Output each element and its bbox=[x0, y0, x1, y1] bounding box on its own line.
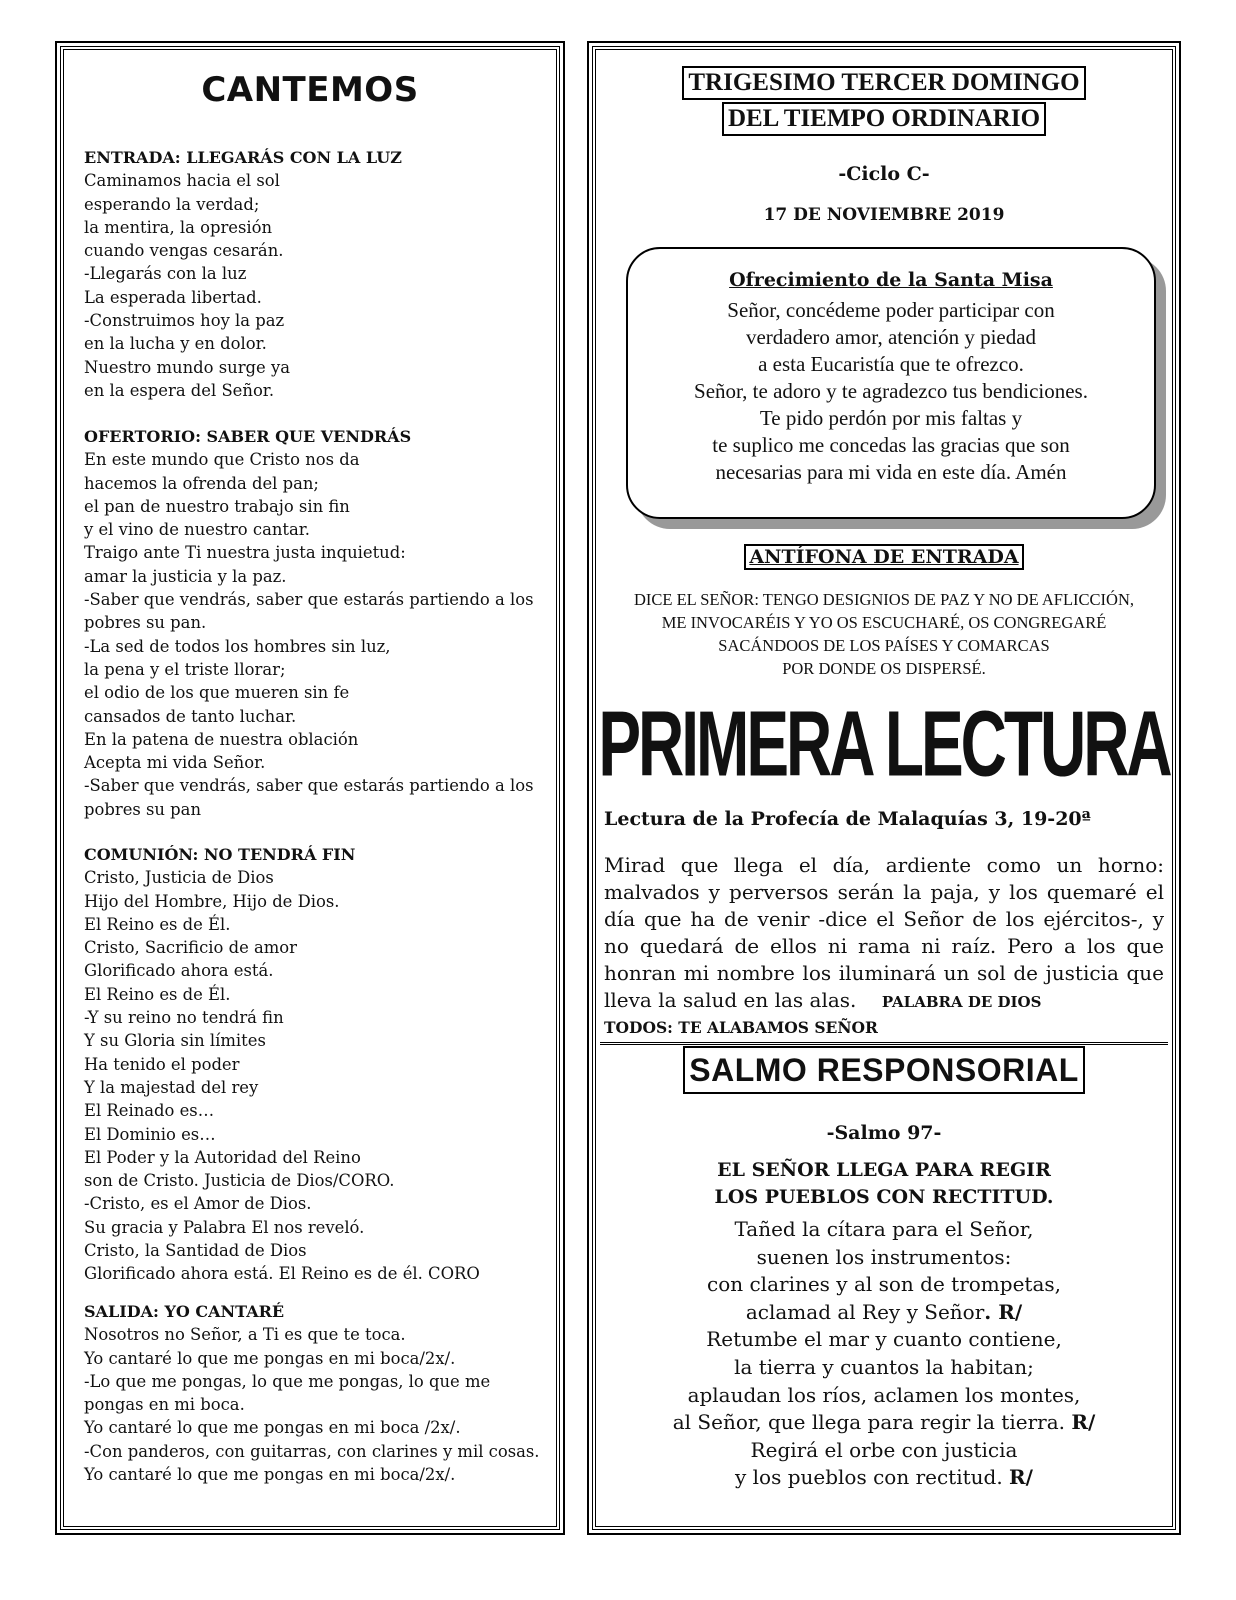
lectura-title: Lectura de la Profecía de Malaquías 3, 19-20ª bbox=[604, 808, 1091, 830]
salmo-verse bbox=[596, 1326, 1172, 1354]
song-heading: COMUNIÓN: NO TENDRÁ FIN bbox=[84, 845, 356, 864]
salmo-verse bbox=[596, 1382, 1172, 1410]
song-line: El Reino es de Él. bbox=[84, 914, 231, 934]
song-line: Yo cantaré lo que me pongas en mi boca/2x/. bbox=[84, 1465, 456, 1485]
salmo-verse-response-mark: . R/ bbox=[984, 1299, 1023, 1324]
salmo-verse bbox=[596, 1244, 1172, 1272]
song-comunion bbox=[84, 843, 542, 1286]
date-label: 17 DE NOVIEMBRE 2019 bbox=[763, 205, 1005, 225]
song-line: Yo cantaré lo que me pongas en mi boca/2x/. bbox=[84, 1348, 456, 1368]
salmo-verse bbox=[596, 1271, 1172, 1299]
song-line: en la espera del Señor. bbox=[84, 380, 275, 400]
salmo-number: -Salmo 97- bbox=[826, 1122, 942, 1144]
cantemos-panel bbox=[60, 46, 560, 1530]
song-line: -Construimos hoy la paz bbox=[84, 311, 285, 331]
salmo-verse bbox=[596, 1437, 1172, 1465]
song-line: cansados de tanto luchar. bbox=[84, 706, 297, 726]
song-line: y el vino de nuestro cantar. bbox=[84, 520, 310, 540]
primera-lectura-banner: PRIMERA LECTURA bbox=[598, 691, 1170, 796]
song-line: Ha tenido el poder bbox=[84, 1054, 240, 1074]
song-line: -Saber que vendrás, saber que estarás partiendo a los bbox=[84, 776, 534, 796]
song-line: cuando vengas cesarán. bbox=[84, 241, 284, 261]
salmo-verse-response-mark: R/ bbox=[1009, 1465, 1033, 1490]
song-line: Glorificado ahora está. bbox=[84, 961, 274, 981]
song-entrada bbox=[84, 146, 542, 402]
salmo-verse-text: y los pueblos con rectitud. bbox=[735, 1465, 1010, 1490]
song-lines bbox=[84, 866, 542, 1285]
offer-line: a esta Eucaristía que te ofrezco. bbox=[758, 352, 1024, 376]
antifona-text bbox=[596, 588, 1172, 680]
salmo-response bbox=[596, 1157, 1172, 1211]
salmo-verse-text: aclamad al Rey y Señor bbox=[745, 1299, 985, 1324]
cantemos-title: CANTEMOS bbox=[201, 70, 419, 110]
salmo-verse bbox=[596, 1354, 1172, 1382]
salmo-verse-text: al Señor, que llega para regir la tierra. bbox=[672, 1410, 1072, 1435]
salmo-verse bbox=[596, 1216, 1172, 1244]
sunday-title-line1-wrap bbox=[596, 66, 1172, 100]
song-line: El Reino es de Él. bbox=[84, 984, 231, 1004]
song-line: Y la majestad del rey bbox=[84, 1077, 259, 1097]
divider bbox=[600, 1042, 1168, 1045]
song-lines bbox=[84, 448, 542, 821]
song-heading: OFERTORIO: SABER QUE VENDRÁS bbox=[84, 427, 412, 446]
song-line: el odio de los que mueren sin fe bbox=[84, 683, 350, 703]
song-line: Yo cantaré lo que me pongas en mi boca /2x/. bbox=[84, 1418, 461, 1438]
song-line: el pan de nuestro trabajo sin fin bbox=[84, 496, 350, 516]
offer-line: Señor, concédeme poder participar con bbox=[727, 298, 1055, 322]
antifona-line: DICE EL SEÑOR: TENGO DESIGNIOS DE PAZ Y NO DE AFLICCIÓN, bbox=[633, 590, 1135, 609]
song-heading: SALIDA: YO CANTARÉ bbox=[84, 1302, 285, 1321]
salmo-verse-text: con clarines y al son de trompetas, bbox=[707, 1272, 1061, 1297]
sunday-title-line2: DEL TIEMPO ORDINARIO bbox=[722, 102, 1046, 136]
salmo-verse-response-mark: R/ bbox=[1071, 1410, 1096, 1435]
offer-line: verdadero amor, atención y piedad bbox=[745, 325, 1037, 349]
song-ofertorio bbox=[84, 425, 542, 821]
antifona-title-wrap bbox=[596, 546, 1172, 568]
song-line: esperando la verdad; bbox=[84, 194, 260, 214]
antifona-line: SACÁNDOOS DE LOS PAÍSES Y COMARCAS bbox=[718, 636, 1050, 655]
salmo-banner-wrap bbox=[596, 1046, 1172, 1094]
ofrecimiento-lines bbox=[628, 297, 1154, 486]
song-line: pongas en mi boca. bbox=[84, 1395, 245, 1415]
salmo-verse-text: Retumbe el mar y cuanto contiene, bbox=[706, 1327, 1062, 1352]
liturgy-panel bbox=[592, 46, 1176, 1530]
song-line: la mentira, la opresión bbox=[84, 217, 273, 237]
song-line: hacemos la ofrenda del pan; bbox=[84, 473, 319, 493]
song-line: Glorificado ahora está. El Reino es de él. CORO bbox=[84, 1264, 480, 1284]
ciclo-label: -Ciclo C- bbox=[838, 163, 930, 185]
song-line: Nosotros no Señor, a Ti es que te toca. bbox=[84, 1325, 406, 1345]
song-line: -Llegarás con la luz bbox=[84, 264, 247, 284]
offer-line: te suplico me concedas las gracias que son bbox=[712, 433, 1070, 457]
song-line: Caminamos hacia el sol bbox=[84, 171, 280, 191]
song-heading: ENTRADA: LLEGARÁS CON LA LUZ bbox=[84, 148, 402, 167]
song-line: Hijo del Hombre, Hijo de Dios. bbox=[84, 891, 340, 911]
song-lines bbox=[84, 1323, 542, 1486]
salmo-verse-text: Regirá el orbe con justicia bbox=[750, 1437, 1018, 1462]
song-line: en la lucha y en dolor. bbox=[84, 334, 267, 354]
song-line: -Cristo, es el Amor de Dios. bbox=[84, 1194, 312, 1214]
salmo-verse-text: suenen los instrumentos: bbox=[756, 1244, 1012, 1269]
salmo-verse bbox=[596, 1299, 1172, 1327]
salmo-verse-text: la tierra y cuantos la habitan; bbox=[734, 1354, 1034, 1379]
song-line: El Reinado es… bbox=[84, 1101, 215, 1121]
song-line: Acepta mi vida Señor. bbox=[84, 753, 266, 773]
song-line: En la patena de nuestra oblación bbox=[84, 729, 359, 749]
ofrecimiento-title: Ofrecimiento de la Santa Misa bbox=[729, 269, 1053, 291]
lectura-body bbox=[604, 852, 1164, 1016]
song-line: Cristo, Justicia de Dios bbox=[84, 868, 274, 888]
song-line: Su gracia y Palabra El nos reveló. bbox=[84, 1217, 365, 1237]
song-line: El Poder y la Autoridad del Reino bbox=[84, 1147, 361, 1167]
offer-line: Te pido perdón por mis faltas y bbox=[759, 406, 1023, 430]
offer-line: Señor, te adoro y te agradezco tus bendiciones. bbox=[694, 379, 1088, 403]
song-line: El Dominio es… bbox=[84, 1124, 216, 1144]
ofrecimiento-box bbox=[626, 247, 1156, 519]
salmo-response-line2: LOS PUEBLOS CON RECTITUD. bbox=[714, 1186, 1054, 1208]
offer-line: necesarias para mi vida en este día. Amén bbox=[715, 460, 1067, 484]
song-line: -La sed de todos los hombres sin luz, bbox=[84, 636, 391, 656]
salmo-verse bbox=[596, 1464, 1172, 1492]
salmo-banner: SALMO RESPONSORIAL bbox=[683, 1046, 1084, 1094]
song-line: -Saber que vendrás, saber que estarás partiendo a los bbox=[84, 590, 534, 610]
salmo-verse-text: aplaudan los ríos, aclamen los montes, bbox=[687, 1382, 1081, 1407]
song-line: pobres su pan bbox=[84, 799, 202, 819]
song-salida bbox=[84, 1300, 542, 1486]
song-line: -Y su reino no tendrá fin bbox=[84, 1008, 284, 1028]
song-line: Y su Gloria sin límites bbox=[84, 1031, 266, 1051]
lectura-text: Mirad que llega el día, ardiente como un horno: malvados y perversos serán la paja, y los quemaré el día que ha de venir -dice el Señor de los ejércitos-, y no quedará de ellos ni rama ni raíz. Pero a los que honran mi nombre los iluminará un sol de justicia que lleva la salud en las alas. bbox=[604, 853, 1164, 1012]
song-line: Traigo ante Ti nuestra justa inquietud: bbox=[84, 543, 406, 563]
salmo-verse-text: Tañed la cítara para el Señor, bbox=[734, 1217, 1034, 1241]
sunday-title-line1: TRIGESIMO TERCER DOMINGO bbox=[682, 66, 1085, 100]
song-line: amar la justicia y la paz. bbox=[84, 566, 287, 586]
song-line: son de Cristo. Justicia de Dios/CORO. bbox=[84, 1171, 395, 1191]
antifona-line: POR DONDE OS DISPERSÉ. bbox=[782, 659, 986, 678]
sunday-title-line2-wrap bbox=[596, 102, 1172, 136]
song-line: Cristo, la Santidad de Dios bbox=[84, 1241, 307, 1261]
song-line: -Con panderos, con guitarras, con clarines y mil cosas. bbox=[84, 1441, 540, 1461]
salmo-verses bbox=[596, 1216, 1172, 1492]
song-line: Cristo, Sacrificio de amor bbox=[84, 938, 298, 958]
song-line: Nuestro mundo surge ya bbox=[84, 357, 290, 377]
song-line: pobres su pan. bbox=[84, 613, 207, 633]
salmo-verse bbox=[596, 1409, 1172, 1437]
song-lines bbox=[84, 169, 542, 402]
salmo-response-line1: EL SEÑOR LLEGA PARA REGIR bbox=[717, 1159, 1051, 1181]
song-line: La esperada libertad. bbox=[84, 287, 262, 307]
song-line: En este mundo que Cristo nos da bbox=[84, 450, 360, 470]
palabra-de-dios: PALABRA DE DIOS bbox=[881, 993, 1042, 1011]
antifona-title: ANTÍFONA DE ENTRADA bbox=[744, 544, 1023, 570]
song-line: la pena y el triste llorar; bbox=[84, 659, 286, 679]
song-line: -Lo que me pongas, lo que me pongas, lo que me bbox=[84, 1371, 491, 1391]
antifona-line: ME INVOCARÉIS Y YO OS ESCUCHARÉ, OS CONGREGARÉ bbox=[661, 613, 1107, 632]
todos-response: TODOS: TE ALABAMOS SEÑOR bbox=[604, 1018, 878, 1037]
